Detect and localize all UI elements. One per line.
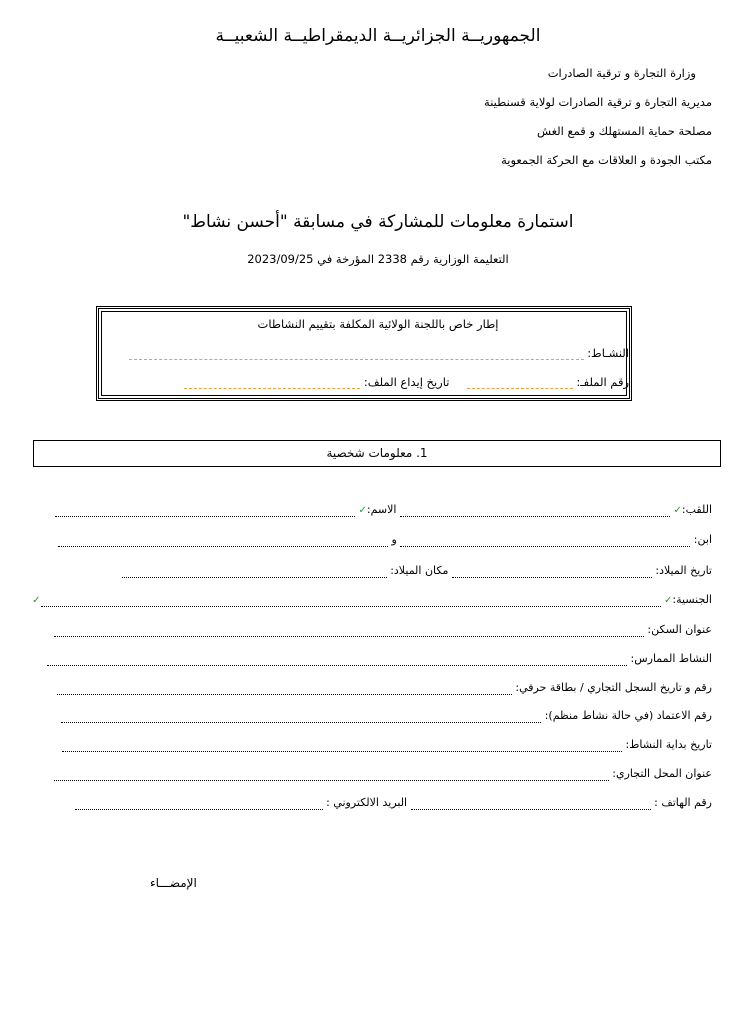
register-label: رقم و تاريخ السجل التجاري / بطاقة حرفي: — [515, 681, 712, 694]
birth-place-field[interactable] — [122, 565, 387, 578]
son-of-label: ابن: — [693, 533, 712, 546]
check-icon: ✓ — [358, 505, 367, 516]
activity-field[interactable] — [47, 653, 627, 666]
committee-activity-label: النشـاط: — [587, 346, 629, 360]
row-approval — [61, 706, 712, 726]
email-label: البريد الالكتروني : — [326, 796, 408, 809]
file-date-label: تاريخ إيداع الملف: — [363, 375, 450, 389]
approval-label: رقم الاعتماد (في حالة نشاط منظم): — [544, 709, 712, 722]
check-icon: ✓ — [673, 505, 682, 516]
signature-label: الإمضـــاء — [150, 876, 197, 890]
committee-box-title: إطار خاص باللجنة الولائية المكلفة بتقييم النشاطات — [257, 317, 499, 331]
row-shop-address — [54, 764, 712, 784]
shop-address-label: عنوان المحل التجاري: — [612, 767, 712, 780]
row-activity — [47, 649, 712, 669]
row-name — [55, 500, 712, 520]
directorate-line: مديرية التجارة و ترقية الصادرات لولاية قسنطينة — [484, 95, 712, 109]
row-birth — [122, 561, 712, 581]
row-nationality — [32, 590, 712, 610]
register-field[interactable] — [57, 682, 512, 695]
check-icon: ✓ — [664, 595, 673, 606]
instruction-reference: التعليمة الوزارية رقم 2338 المؤرخة في 2023/09/25 — [247, 252, 509, 266]
committee-activity-row — [129, 343, 629, 363]
approval-field[interactable] — [61, 710, 541, 723]
row-register — [57, 678, 712, 698]
file-date-line[interactable] — [184, 377, 360, 389]
address-field[interactable] — [54, 624, 644, 637]
mother-name-field[interactable] — [58, 534, 388, 547]
activity-label: النشاط الممارس: — [630, 652, 712, 665]
row-contact — [75, 793, 712, 813]
row-address — [54, 620, 712, 640]
first-name-label: الاسم: — [366, 503, 397, 516]
section-personal-info-header: 1. معلومات شخصية — [33, 440, 721, 467]
start-date-label: تاريخ بداية النشاط: — [625, 738, 712, 751]
row-start-date — [62, 735, 712, 755]
address-label: عنوان السكن: — [647, 623, 712, 636]
office-line: مكتب الجودة و العلاقات مع الحركة الجمعوية — [501, 153, 712, 167]
father-name-field[interactable] — [400, 534, 690, 547]
shop-address-field[interactable] — [54, 768, 609, 781]
birth-date-label: تاريخ الميلاد: — [655, 564, 712, 577]
row-parentage — [58, 530, 712, 550]
check-icon: ✓ — [32, 595, 41, 606]
committee-activity-line[interactable] — [129, 348, 584, 360]
nationality-label: الجنسية: — [672, 593, 712, 606]
form-title: استمارة معلومات للمشاركة في مسابقة "أحسن نشاط" — [182, 212, 574, 232]
nationality-field[interactable] — [41, 594, 661, 607]
email-field[interactable] — [75, 797, 323, 810]
first-name-field[interactable] — [55, 504, 355, 517]
last-name-label: اللقب: — [681, 503, 712, 516]
file-number-line[interactable] — [467, 377, 573, 389]
committee-file-row — [184, 372, 629, 392]
birth-place-label: مكان الميلاد: — [390, 564, 449, 577]
phone-label: رقم الهاتف : — [654, 796, 712, 809]
and-label: و — [391, 533, 397, 546]
republic-heading: الجمهوريــة الجزائريــة الديمقراطيــة الشعبيــة — [215, 26, 541, 46]
start-date-field[interactable] — [62, 739, 622, 752]
phone-field[interactable] — [411, 797, 651, 810]
birth-date-field[interactable] — [452, 565, 652, 578]
ministry-line: وزارة التجارة و ترقية الصادرات — [547, 66, 696, 80]
service-line: مصلحة حماية المستهلك و قمع الغش — [536, 124, 712, 138]
file-number-label: رقم الملفـ: — [576, 375, 629, 389]
last-name-field[interactable] — [400, 504, 670, 517]
